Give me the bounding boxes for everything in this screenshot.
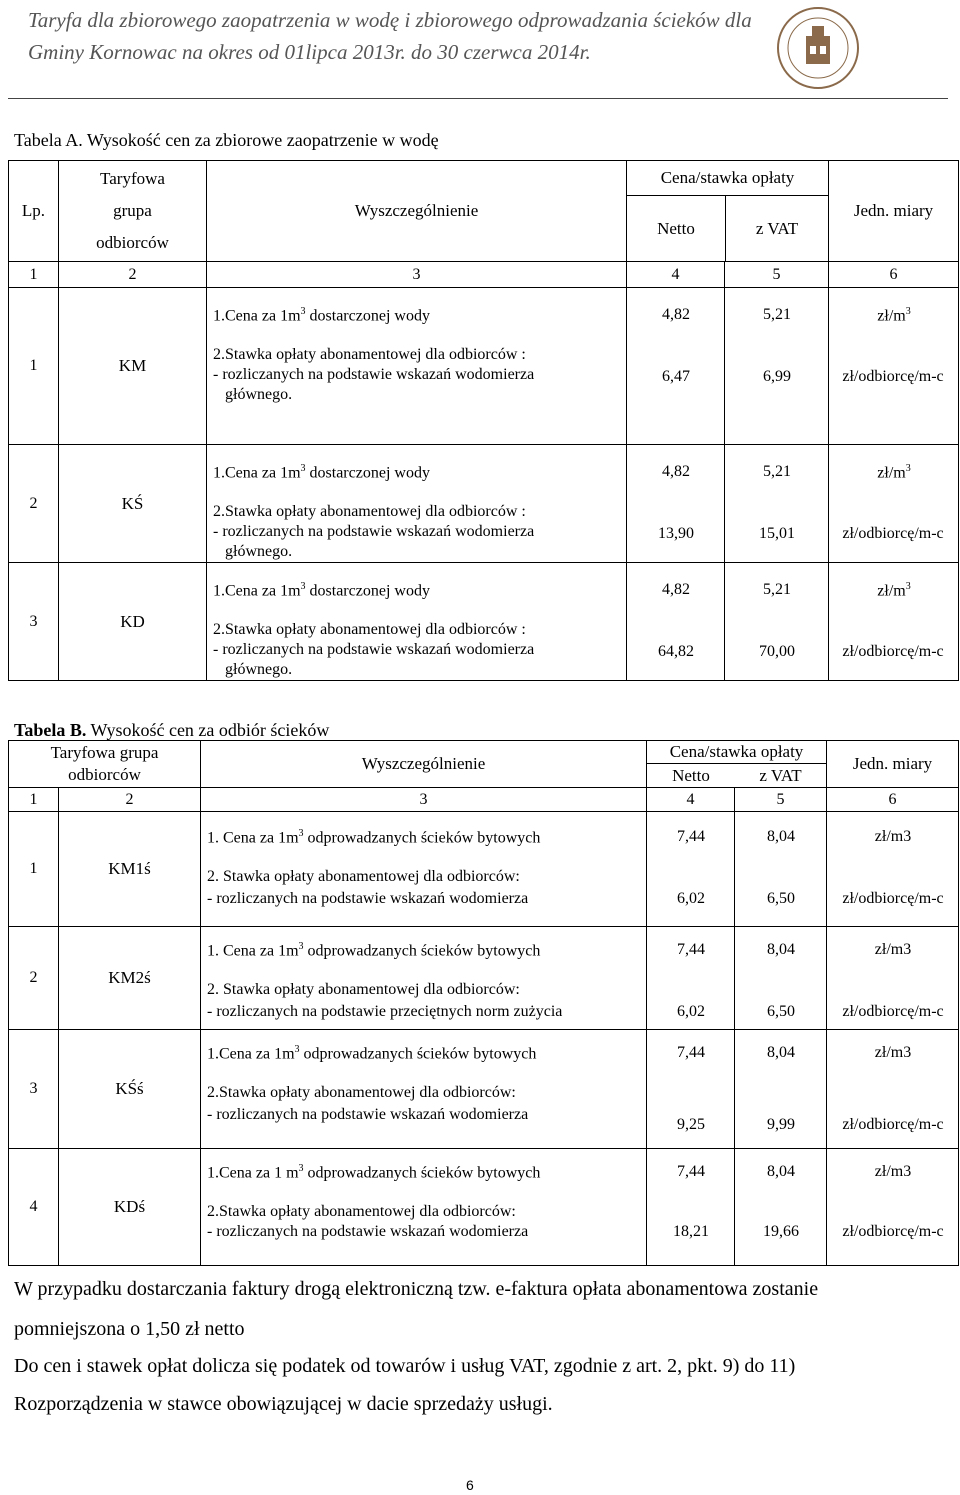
row-lp: 2	[9, 445, 59, 563]
unit-value: zł/m3	[874, 828, 912, 845]
vat-value: 6,99	[763, 368, 791, 385]
vat-value: 8,04	[767, 828, 795, 845]
row-grupa: KM1ś	[59, 812, 201, 927]
col-number: 5	[725, 262, 829, 288]
netto-value: 6,47	[662, 368, 690, 385]
cena-subheader	[627, 196, 828, 261]
item-2-line-1: 2. Stawka opłaty abonamentowej dla odbiorców:	[207, 981, 520, 998]
col-jedn-header: Jedn. miary	[829, 161, 959, 262]
table-row	[9, 1030, 959, 1149]
item-2-line-2: - rozliczanych na podstawie wskazań wodomierza	[213, 366, 535, 383]
col-number: 4	[647, 788, 735, 812]
row-netto	[647, 1149, 735, 1266]
note-line-3: Do cen i stawek opłat dolicza się podatek od towarów i usług VAT, zgodnie z art. 2, pkt. 9) do 11)	[14, 1355, 796, 1377]
col-wyszczegolnienie-header: Wyszczególnienie	[201, 741, 647, 788]
table-row	[9, 288, 959, 445]
item-2-line-2: - rozliczanych na podstawie wskazań wodomierza	[213, 641, 535, 658]
row-detail	[207, 288, 627, 445]
grupa-header-l1: Taryfowa	[100, 169, 165, 188]
netto-value: 64,82	[658, 643, 694, 660]
row-grupa: KDś	[59, 1149, 201, 1266]
unit-value: zł/odbiorcę/m-c	[842, 890, 944, 907]
col-number: 2	[59, 262, 207, 288]
unit-value: zł/odbiorcę/m-c	[842, 525, 944, 542]
row-netto	[627, 288, 725, 445]
item-2-line-2: - rozliczanych na podstawie przeciętnych norm zużycia	[207, 1003, 563, 1020]
row-vat	[735, 812, 827, 927]
unit-value: zł/m3	[874, 1163, 912, 1180]
vat-value: 70,00	[759, 643, 795, 660]
row-lp: 2	[9, 927, 59, 1030]
row-detail	[207, 445, 627, 563]
table-row	[9, 445, 959, 563]
header-rule	[8, 98, 948, 99]
unit-value: $zł/m^3$	[877, 581, 911, 600]
item-1: 1. Cena za $1m^3$ odprowadzanych ścieków bytowych	[207, 828, 541, 847]
row-detail	[207, 563, 627, 681]
vat-value: 19,66	[763, 1223, 799, 1240]
row-netto	[627, 563, 725, 681]
vat-value: 8,04	[767, 1163, 795, 1180]
row-lp: 3	[9, 1030, 59, 1149]
col-cena-header	[647, 741, 827, 788]
item-1: 1.Cena za $1m^3$ dostarczonej wody	[213, 306, 430, 325]
netto-value: 4,82	[662, 306, 690, 323]
vat-value: 8,04	[767, 941, 795, 958]
vat-header: z VAT	[759, 766, 802, 785]
netto-value: 4,82	[662, 463, 690, 480]
grupa-header-l3: odbiorców	[96, 233, 169, 252]
netto-value: 7,44	[677, 941, 705, 958]
item-1: 1.Cena za $1m^3$ dostarczonej wody	[213, 463, 430, 482]
note-line-2: pomniejszona o 1,50 zł netto	[14, 1318, 245, 1340]
vat-header: z VAT	[755, 219, 799, 238]
header-line-1: Taryfa dla zbiorowego zaopatrzenia w wodę i zbiorowego odprowadzania ścieków dla	[28, 8, 752, 32]
netto-value: 9,25	[677, 1116, 705, 1133]
vat-value: 6,50	[767, 1003, 795, 1020]
item-2-line-1: 2.Stawka opłaty abonamentowej dla odbiorców:	[207, 1084, 516, 1101]
row-netto	[647, 927, 735, 1030]
netto-value: 4,82	[662, 581, 690, 598]
row-grupa: KŚś	[59, 1030, 201, 1149]
row-vat	[735, 1149, 827, 1266]
company-seal-icon	[776, 6, 860, 90]
col-wyszczegolnienie-header: Wyszczególnienie	[207, 161, 627, 262]
table-row	[9, 1149, 959, 1266]
unit-value: zł/m3	[874, 941, 912, 958]
table-b-number-row	[9, 788, 959, 812]
row-jedn	[829, 445, 959, 563]
note-line-1: W przypadku dostarczania faktury drogą elektroniczną tzw. e-faktura opłata abonamentowa zostanie	[14, 1278, 819, 1300]
cena-subheader	[647, 764, 826, 787]
table-a	[8, 160, 959, 681]
unit-value: zł/odbiorcę/m-c	[842, 368, 944, 385]
col-number: 1	[9, 788, 59, 812]
vat-value: 5,21	[763, 306, 791, 323]
grupa-header-l1: Taryfowa grupa	[50, 743, 159, 762]
table-b-caption: Tabela B. Wysokość cen za odbiór ścieków	[14, 720, 330, 740]
table-b	[8, 740, 959, 1266]
netto-header: Netto	[672, 766, 710, 785]
vat-value: 6,50	[767, 890, 795, 907]
item-2-line-1: 2.Stawka opłaty abonamentowej dla odbiorców:	[207, 1203, 516, 1220]
unit-value: zł/odbiorcę/m-c	[842, 1003, 944, 1020]
col-number: 6	[827, 788, 959, 812]
row-lp: 4	[9, 1149, 59, 1266]
netto-value: 7,44	[677, 1163, 705, 1180]
netto-value: 18,21	[673, 1223, 709, 1240]
col-number: 3	[201, 788, 647, 812]
unit-value: $zł/m^3$	[877, 306, 911, 325]
row-detail	[201, 1149, 647, 1266]
vat-value: 5,21	[763, 463, 791, 480]
item-2-line-2: - rozliczanych na podstawie wskazań wodomierza	[207, 1106, 529, 1123]
unit-value: zł/odbiorcę/m-c	[842, 1116, 944, 1133]
item-1: 1.Cena za $1m^3$ dostarczonej wody	[213, 581, 430, 600]
unit-value: $zł/m^3$	[877, 463, 911, 482]
vat-value: 5,21	[763, 581, 791, 598]
col-jedn-header: Jedn. miary	[827, 741, 959, 788]
item-2-line-3: głównego.	[225, 661, 293, 678]
unit-value: zł/odbiorcę/m-c	[842, 1223, 944, 1240]
row-grupa: KM2ś	[59, 927, 201, 1030]
cena-header: Cena/stawka opłaty	[627, 161, 828, 196]
row-vat	[725, 445, 829, 563]
row-grupa: KM	[59, 288, 207, 445]
item-1: 1.Cena za $1m^3$ odprowadzanych ścieków bytowych	[207, 1044, 537, 1063]
netto-value: 7,44	[677, 1044, 705, 1061]
item-2-line-2: - rozliczanych na podstawie wskazań wodomierza	[213, 523, 535, 540]
row-grupa: KŚ	[59, 445, 207, 563]
row-detail	[201, 1030, 647, 1149]
netto-value: 13,90	[658, 525, 694, 542]
row-jedn	[827, 1149, 959, 1266]
row-vat	[735, 927, 827, 1030]
table-a-header-row	[9, 161, 959, 262]
item-2-line-1: 2.Stawka opłaty abonamentowej dla odbiorców :	[213, 503, 526, 520]
item-2-line-1: 2. Stawka opłaty abonamentowej dla odbiorców:	[207, 868, 520, 885]
table-b-header-row	[9, 741, 959, 788]
vat-value: 15,01	[759, 525, 795, 542]
netto-header: Netto	[627, 196, 726, 261]
col-cena-header	[627, 161, 829, 262]
table-row	[9, 927, 959, 1030]
item-1: 1.Cena za 1 $m^3$ odprowadzanych ścieków bytowych	[207, 1163, 541, 1182]
row-jedn	[829, 288, 959, 445]
vat-value: 9,99	[767, 1116, 795, 1133]
item-2-line-2: - rozliczanych na podstawie wskazań wodomierza	[207, 1223, 529, 1240]
row-vat	[725, 288, 829, 445]
row-detail	[201, 927, 647, 1030]
row-grupa: KD	[59, 563, 207, 681]
vat-value: 8,04	[767, 1044, 795, 1061]
col-number: 3	[207, 262, 627, 288]
col-number: 5	[735, 788, 827, 812]
page-number: 6	[466, 1477, 474, 1493]
row-lp: 1	[9, 288, 59, 445]
col-number: 2	[59, 788, 201, 812]
page-header	[0, 0, 960, 100]
header-line-2: Gminy Kornowac na okres od 01lipca 2013r. do 30 czerwca 2014r.	[28, 40, 591, 64]
item-2-line-2: - rozliczanych na podstawie wskazań wodomierza	[207, 890, 529, 907]
netto-value: 6,02	[677, 890, 705, 907]
col-lp-header: Lp.	[9, 161, 59, 262]
item-2-line-3: głównego.	[225, 543, 293, 560]
row-lp: 3	[9, 563, 59, 681]
unit-value: zł/odbiorcę/m-c	[842, 643, 944, 660]
table-a-caption: Tabela A. Wysokość cen za zbiorowe zaopatrzenie w wodę	[14, 130, 439, 150]
col-grupa-header	[59, 161, 207, 262]
row-jedn	[827, 927, 959, 1030]
unit-value: zł/m3	[874, 1044, 912, 1061]
col-number: 1	[9, 262, 59, 288]
col-number: 4	[627, 262, 725, 288]
col-number: 6	[829, 262, 959, 288]
row-netto	[647, 1030, 735, 1149]
row-netto	[627, 445, 725, 563]
grupa-header-l2: odbiorców	[68, 765, 141, 784]
table-row	[9, 563, 959, 681]
row-vat	[735, 1030, 827, 1149]
table-a-number-row	[9, 262, 959, 288]
row-jedn	[827, 1030, 959, 1149]
row-vat	[725, 563, 829, 681]
row-jedn	[829, 563, 959, 681]
netto-value: 7,44	[677, 828, 705, 845]
row-netto	[647, 812, 735, 927]
item-2-line-3: głównego.	[225, 386, 293, 403]
row-lp: 1	[9, 812, 59, 927]
note-line-4: Rozporządzenia w stawce obowiązującej w dacie sprzedaży usługi.	[14, 1393, 553, 1415]
cena-header: Cena/stawka opłaty	[647, 741, 826, 764]
row-detail	[201, 812, 647, 927]
item-2-line-1: 2.Stawka opłaty abonamentowej dla odbiorców :	[213, 346, 526, 363]
row-jedn	[827, 812, 959, 927]
netto-value: 6,02	[677, 1003, 705, 1020]
item-1: 1. Cena za $1m^3$ odprowadzanych ścieków bytowych	[207, 941, 541, 960]
table-row	[9, 812, 959, 927]
item-2-line-1: 2.Stawka opłaty abonamentowej dla odbiorców :	[213, 621, 526, 638]
grupa-header-l2: grupa	[113, 201, 152, 220]
col-grupa-header	[9, 741, 201, 788]
